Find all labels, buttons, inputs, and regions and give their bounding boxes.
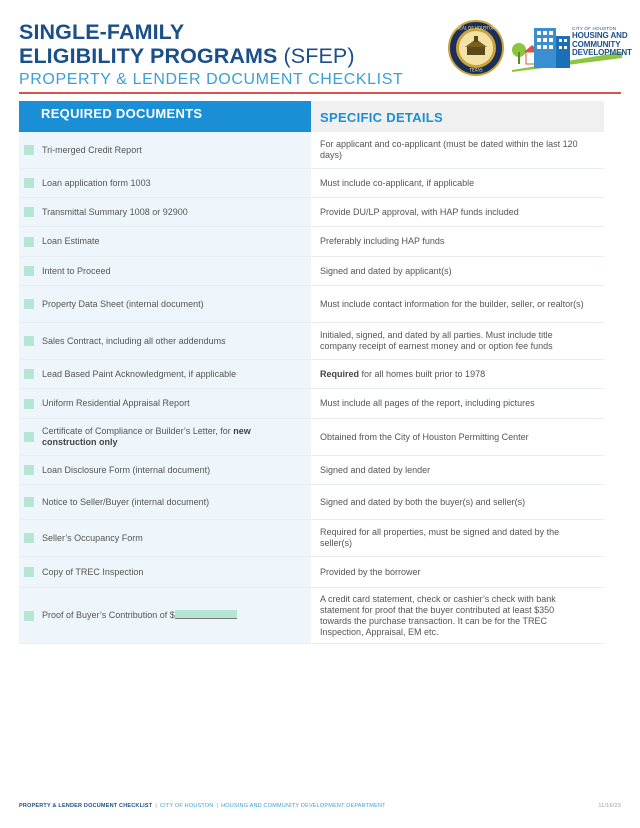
detail-text <box>320 266 452 277</box>
document-name-emphasis: new construction only <box>42 426 251 447</box>
detail-text <box>320 527 588 549</box>
table-row <box>19 389 604 419</box>
document-name-text: Loan Disclosure Form (internal document) <box>42 464 211 475</box>
detail-body: Must include co-applicant, if applicable <box>320 177 475 188</box>
table-row <box>19 323 604 360</box>
detail-text <box>320 207 519 218</box>
specific-detail-cell <box>311 132 604 168</box>
footer-separator: | <box>216 803 219 809</box>
footer-separator: | <box>155 803 157 809</box>
checklist-checkbox[interactable] <box>24 465 34 475</box>
required-document-cell <box>19 323 311 359</box>
table-body <box>19 132 604 644</box>
specific-detail-cell <box>311 257 604 285</box>
footer-doc-title: PROPERTY & LENDER DOCUMENT CHECKLIST <box>19 803 153 809</box>
detail-body: Required for all properties, must be signed and dated by the seller(s) <box>320 527 562 548</box>
table-row <box>19 419 604 456</box>
detail-body: Initialed, signed, and dated by all parties. Must include title company receipt of earnest money and or option fee funds <box>320 330 556 351</box>
hcd-line-1: HOUSING AND <box>572 31 628 40</box>
required-document-cell <box>19 419 311 455</box>
required-document-cell <box>19 520 311 556</box>
specific-detail-cell <box>311 588 604 643</box>
seal-top-text: SEAL OF HOUSTON <box>456 25 496 31</box>
document-name-text: Intent to Proceed <box>42 265 111 276</box>
seal-bottom-text: TEXAS <box>469 67 483 73</box>
footer-date: 11/16/23 <box>598 803 621 809</box>
table-row <box>19 360 604 389</box>
required-document-cell <box>19 286 311 322</box>
detail-text <box>320 369 485 380</box>
document-name-text: Sales Contract, including all other addendums <box>42 335 226 346</box>
document-name-text: Copy of TREC Inspection <box>42 566 144 577</box>
title-bold: ELIGIBILITY PROGRAMS <box>19 44 278 68</box>
document-name <box>42 299 224 310</box>
detail-text <box>320 299 584 310</box>
document-name-text: Seller’s Occupancy Form <box>42 532 143 543</box>
detail-emphasis: Required <box>320 368 360 379</box>
table-row <box>19 485 604 520</box>
header-divider <box>19 92 621 94</box>
table-row <box>19 257 604 286</box>
checklist-checkbox[interactable] <box>24 497 34 507</box>
checklist-checkbox[interactable] <box>24 299 34 309</box>
checklist-checkbox[interactable] <box>24 369 34 379</box>
required-document-cell <box>19 132 311 168</box>
detail-text <box>320 497 525 508</box>
document-name <box>42 266 131 277</box>
specific-detail-cell <box>311 198 604 226</box>
detail-body: Provide DU/LP approval, with HAP funds included <box>320 206 519 217</box>
page-footer <box>19 803 621 809</box>
document-name-text: Loan application form 1003 <box>42 177 151 188</box>
document-name <box>42 426 311 448</box>
table-header <box>19 101 604 132</box>
document-name <box>42 236 120 247</box>
required-document-cell <box>19 389 311 418</box>
specific-detail-cell <box>311 419 604 455</box>
hcd-line-3: DEVELOPMENT <box>572 48 632 57</box>
title-acronym: (SFEP) <box>283 44 355 68</box>
detail-body: Signed and dated by both the buyer(s) and seller(s) <box>320 496 526 507</box>
detail-body: Must include contact information for the builder, seller, or realtor(s) <box>320 298 584 309</box>
detail-body: For applicant and co-applicant (must be dated within the last 120 days) <box>320 139 581 160</box>
table-row <box>19 169 604 198</box>
document-name-text: Proof of Buyer’s Contribution of $ <box>42 610 175 620</box>
checklist-checkbox[interactable] <box>24 533 34 543</box>
checklist-checkbox[interactable] <box>24 399 34 409</box>
table-row <box>19 198 604 227</box>
detail-text <box>320 465 430 476</box>
title-line-2 <box>19 44 439 68</box>
table-row <box>19 227 604 257</box>
document-name-text: Lead Based Paint Acknowledgment, if applicable <box>42 368 237 379</box>
table-row <box>19 456 604 485</box>
specific-detail-cell <box>311 557 604 587</box>
detail-text <box>320 398 535 409</box>
detail-body: Signed and dated by applicant(s) <box>320 265 452 276</box>
hcd-city-label: CITY OF HOUSTON <box>572 26 617 31</box>
detail-text <box>320 330 588 352</box>
document-name <box>42 610 257 621</box>
detail-body: Must include all pages of the report, including pictures <box>320 398 535 408</box>
checklist-checkbox[interactable] <box>24 336 34 346</box>
specific-detail-cell <box>311 389 604 418</box>
footer-city: CITY OF HOUSTON <box>159 803 214 809</box>
table-row <box>19 588 604 644</box>
document-name <box>42 465 230 476</box>
document-name-text: Certificate of Compliance or Builder’s Letter, for <box>42 426 234 436</box>
document-name <box>42 497 229 508</box>
city-seal-logo <box>448 20 504 76</box>
checklist-checkbox[interactable] <box>24 207 34 217</box>
document-name-text: Loan Estimate <box>42 236 100 246</box>
checklist-checkbox[interactable] <box>24 567 34 577</box>
footer-department: HOUSING AND COMMUNITY DEVELOPMENT DEPARTMENT <box>221 803 386 809</box>
document-name-text: Notice to Seller/Buyer (internal document) <box>42 496 210 507</box>
required-document-cell <box>19 227 311 256</box>
document-name <box>42 336 246 347</box>
specific-detail-cell <box>311 323 604 359</box>
table-row <box>19 286 604 323</box>
required-document-cell <box>19 257 311 285</box>
hcd-line-2: COMMUNITY <box>572 39 621 49</box>
table-row <box>19 520 604 557</box>
document-name <box>42 533 163 544</box>
contribution-amount-field[interactable] <box>175 610 237 619</box>
checklist-checkbox[interactable] <box>24 266 34 276</box>
detail-text <box>320 567 421 578</box>
required-document-cell <box>19 557 311 587</box>
specific-detail-cell <box>311 456 604 484</box>
page-subtitle: PROPERTY & LENDER DOCUMENT CHECKLIST <box>19 71 404 88</box>
document-name-text: Uniform Residential Appraisal Report <box>42 398 190 408</box>
detail-text <box>320 139 588 161</box>
detail-text <box>320 178 474 189</box>
document-header <box>19 20 439 90</box>
detail-body: for all homes built prior to 1978 <box>359 368 486 379</box>
detail-body: A credit card statement, check or cashier’s check with bank statement for proof that the buyer contributed at least $350 towards the purchase transaction. It can be for the TREC Inspection, Appraisal, EM etc. <box>320 593 559 637</box>
detail-text <box>320 236 444 247</box>
checklist-checkbox[interactable] <box>24 432 34 442</box>
required-document-cell <box>19 360 311 388</box>
required-document-cell <box>19 169 311 197</box>
checklist-checkbox[interactable] <box>24 145 34 155</box>
document-name <box>42 178 171 189</box>
col-header-required-documents: REQUIRED DOCUMENTS <box>19 101 311 132</box>
detail-text <box>320 432 529 443</box>
document-name-text: Tri-merged Credit Report <box>42 144 142 155</box>
checklist-checkbox[interactable] <box>24 237 34 247</box>
document-name <box>42 567 163 578</box>
checklist-table <box>19 101 604 644</box>
specific-detail-cell <box>311 485 604 519</box>
specific-detail-cell <box>311 360 604 388</box>
col-header-specific-details: SPECIFIC DETAILS <box>311 101 604 132</box>
checklist-checkbox[interactable] <box>24 611 34 621</box>
specific-detail-cell <box>311 286 604 322</box>
specific-detail-cell <box>311 520 604 556</box>
document-name <box>42 145 162 156</box>
specific-detail-cell <box>311 227 604 256</box>
title-line-1: SINGLE-FAMILY <box>19 20 185 44</box>
required-document-cell <box>19 588 311 643</box>
detail-body: Obtained from the City of Houston Permitting Center <box>320 431 529 442</box>
table-row <box>19 132 604 169</box>
required-document-cell <box>19 456 311 484</box>
document-name-text: Transmittal Summary 1008 or 92900 <box>42 206 188 217</box>
required-document-cell <box>19 485 311 519</box>
detail-text <box>320 594 588 638</box>
detail-body: Signed and dated by lender <box>320 464 431 475</box>
specific-detail-cell <box>311 169 604 197</box>
document-name <box>42 207 208 218</box>
detail-body: Provided by the borrower <box>320 566 421 577</box>
detail-body: Preferably including HAP funds <box>320 236 445 246</box>
document-name <box>42 398 210 409</box>
document-name-text: Property Data Sheet (internal document) <box>42 298 204 309</box>
hcd-wordmark <box>572 26 632 58</box>
required-document-cell <box>19 198 311 226</box>
document-name <box>42 369 256 380</box>
table-row <box>19 557 604 588</box>
checklist-checkbox[interactable] <box>24 178 34 188</box>
